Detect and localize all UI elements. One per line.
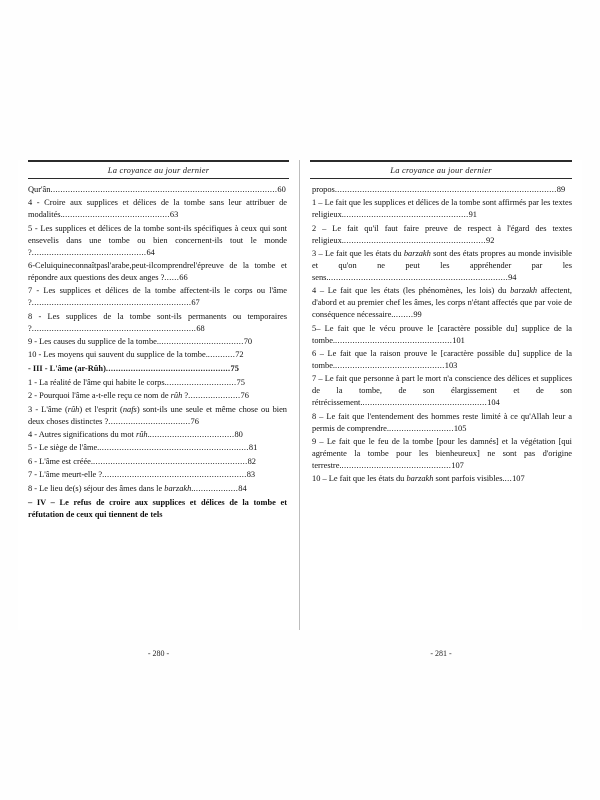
- toc-entry-text-cont-2: ) sont-ils une seule et même chose ou bien deux choses distinctes ?: [28, 404, 287, 426]
- toc-right: [310, 184, 572, 485]
- left-page: [18, 160, 300, 658]
- toc-dots: .....................: [188, 391, 241, 401]
- toc-entry: [28, 223, 287, 259]
- toc-page-number: 91: [468, 210, 477, 220]
- toc-page-number: 68: [196, 323, 205, 333]
- toc-entry: [28, 456, 287, 468]
- toc-section-prefix: - III -: [28, 364, 50, 374]
- toc-page-number: 70: [243, 337, 253, 347]
- toc-entry-text: 6 – Le fait que la raison prouve le [caractère possible du] supplice de la tombe.: [312, 348, 572, 370]
- toc-dots: ............................................: [341, 460, 452, 470]
- toc-entry-italic: rûh: [135, 430, 148, 440]
- toc-dots: ...............................................: [335, 335, 453, 345]
- toc-page-number: 83: [246, 470, 256, 480]
- toc-entry: [312, 285, 572, 321]
- toc-entry-text: 9 - Les causes du supplice de la tombe.: [28, 337, 159, 347]
- toc-dots: ..................................................: [362, 398, 488, 408]
- toc-dots: .........................................................: [343, 235, 487, 245]
- toc-left: [28, 184, 289, 520]
- toc-entry-text: 10 - Les moyens qui sauvent du supplice de la tombe.: [28, 350, 208, 360]
- toc-entry: [312, 223, 572, 247]
- toc-entry-text-cont: ?: [182, 391, 189, 401]
- toc-entry-text: 6-Celuiquineconnaîtpasl'arabe,peut-ilcomprendrel'épreuve de la tombe et répondre aux questions des deux anges ?: [28, 261, 287, 282]
- toc-entry-text: propos: [312, 185, 335, 194]
- toc-entry: [28, 377, 287, 389]
- toc-entry-text: 1 - La réalité de l'âme qui habite le corps.: [28, 377, 167, 387]
- toc-entry: [28, 349, 287, 361]
- toc-page-number: 63: [169, 210, 179, 220]
- toc-dots: ...........................................................................................: [50, 185, 278, 194]
- toc-entry-text: 9 – Le fait que le feu de la tombe [pour les damnés] et la végétation [qui agrémente la tombe pour les bienheureux] ne sont pas d'origine terrestre.: [312, 436, 572, 470]
- toc-dots: ..............................................................: [92, 456, 248, 466]
- toc-entry-text-cont: sont parfois visibles.: [433, 474, 505, 484]
- toc-dots: ...........................................: [62, 210, 170, 220]
- toc-entry-text: 1 – Le fait que les supplices et délices de la tombe sont affirmés par les textes religieux.: [312, 198, 572, 220]
- toc-page-number: 107: [451, 460, 464, 470]
- toc-entry: [28, 483, 287, 495]
- toc-entry: [28, 285, 287, 309]
- toc-entry: [28, 429, 287, 441]
- toc-page-number: 81: [248, 443, 258, 453]
- folio-left: - 280 -: [147, 649, 170, 658]
- toc-dots: ..................................................................: [31, 323, 197, 333]
- toc-entry: [312, 473, 572, 485]
- toc-entry-text: 2 - Pourquoi l'âme a-t-elle reçu ce nom de: [28, 391, 171, 401]
- toc-page-number: 75: [230, 364, 239, 374]
- toc-entry: [312, 323, 572, 347]
- toc-section-title: Le refus de croire aux supplices et délices de la tombe et réfutation de ceux qui tiennent de tels: [28, 497, 288, 519]
- toc-entry: [312, 436, 572, 472]
- toc-entry-italic: rûh: [170, 391, 183, 401]
- toc-entry-italic: barzakh: [403, 249, 431, 259]
- running-head-right: La croyance au jour dernier: [390, 165, 492, 175]
- toc-page-number: 66: [179, 272, 188, 282]
- toc-page-number: 105: [453, 423, 467, 433]
- toc-page-number: 64: [146, 247, 155, 257]
- toc-dots: ..................................: [149, 430, 235, 440]
- toc-dots: ................................................................: [31, 298, 192, 308]
- toc-dots: ............................................................: [99, 443, 249, 453]
- toc-entry: [312, 197, 572, 221]
- toc-entry-text: 5 - Le siège de l'âme.: [28, 443, 100, 453]
- toc-entry-text: Qur'ân: [28, 185, 51, 194]
- toc-entry: [28, 442, 287, 454]
- toc-entry-text: 5 - Les supplices et délices de la tombe sont-ils spécifiques à ceux qui sont ensevelis dans une tombe ou bien concernent-ils tout le monde ?: [28, 223, 287, 257]
- toc-entry: [312, 248, 572, 284]
- toc-entry-text-cont: sont des états propres au monde invisible et qu'on ne peut les appréhender par les sens.: [312, 249, 572, 282]
- toc-entry: [312, 348, 572, 372]
- toc-entry-text: 7 – Le fait que personne à part le mort n'a conscience des délices et supplices de la tombe, de son élargissement et de son rétrécissement.: [312, 374, 572, 408]
- toc-entry-text-cont: .: [147, 430, 150, 440]
- toc-page-number: 94: [508, 272, 517, 282]
- toc-entry: [28, 404, 287, 428]
- left-page-header: [28, 160, 289, 179]
- toc-section-prefix: – IV –: [28, 497, 60, 507]
- toc-dots: ..................................................: [105, 364, 231, 374]
- toc-entry-text: 4 - Autres significations du mot: [28, 430, 136, 440]
- running-head-left: La croyance au jour dernier: [107, 165, 210, 175]
- toc-page-number: 103: [444, 360, 458, 370]
- toc-entry-text-cont: .: [191, 483, 194, 493]
- toc-entry: [312, 373, 572, 409]
- toc-entry-italic: rûh: [67, 404, 80, 414]
- toc-entry: [28, 311, 287, 335]
- toc-page-number: 101: [452, 335, 465, 345]
- toc-page-number: 67: [191, 298, 200, 308]
- toc-dots: ...........: [207, 350, 236, 360]
- toc-dots: ..................................................: [343, 210, 469, 220]
- toc-entry: [28, 336, 287, 348]
- toc-page-number: 89: [556, 185, 566, 194]
- toc-entry-text: 2 – Le fait qu'il faut faire preuve de respect à l'égard des textes religieux.: [312, 223, 572, 245]
- toc-dots: ............................: [166, 377, 237, 387]
- toc-entry-italic: barzakh: [510, 286, 538, 296]
- toc-section-title: L'âme (ar-Rûh): [49, 364, 106, 374]
- toc-entry: [28, 260, 287, 284]
- toc-dots: .................................: [108, 416, 191, 426]
- toc-entry-text: 3 – Le fait que les états du: [312, 249, 404, 259]
- toc-entry-text-cont: ) et l'esprit (: [79, 404, 123, 414]
- toc-entry-text: 5– Le fait que le vécu prouve le [caractère possible du] supplice de la tombe.: [312, 323, 572, 345]
- toc-dots: ........................................................................: [328, 272, 509, 282]
- toc-entry-continuation: [312, 184, 572, 196]
- toc-page-number: 76: [190, 416, 199, 426]
- toc-entry-text: 3 - L'âme (: [28, 404, 68, 414]
- toc-section-heading-final: [28, 497, 287, 521]
- toc-page-number: 84: [238, 483, 247, 493]
- toc-page-number: 104: [487, 398, 500, 408]
- toc-entry-text: 10 – Le fait que les états du: [312, 474, 407, 484]
- toc-entry: [28, 390, 287, 402]
- toc-entry-text: 8 – Le fait que l'entendement des hommes reste limité à ce qu'Allah leur a permis de comprendre.: [312, 411, 572, 433]
- toc-dots: ..........................: [388, 423, 454, 433]
- toc-page-number: 82: [247, 456, 256, 466]
- toc-entry-text: 6 - L'âme est créée.: [28, 456, 93, 466]
- toc-entry-text: 8 - Les supplices de la tombe sont-ils permanents ou temporaires ?: [28, 311, 287, 333]
- toc-entry-text: 7 - Les supplices et délices de la tombe affectent-ils le corps ou l'âme ?: [28, 286, 287, 308]
- toc-entry-text: 4 - Croire aux supplices et délices de la tombe sans leur attribuer de modalités.: [28, 198, 287, 220]
- toc-dots: ......: [164, 272, 180, 282]
- toc-dots: ..................................: [158, 337, 244, 347]
- toc-page-number: 92: [486, 235, 495, 245]
- toc-entry-text: 8 - Le lieu de(s) séjour des âmes dans le: [28, 483, 165, 493]
- toc-dots: .........................................................................................: [334, 185, 557, 194]
- toc-entry-italic: barzakh: [164, 483, 192, 493]
- toc-page-number: 60: [277, 185, 286, 194]
- toc-dots: ............................................: [335, 360, 445, 370]
- toc-entry-text: 7 - L'âme meurt-elle ?: [28, 470, 103, 480]
- toc-entry: [312, 411, 572, 435]
- toc-section-heading: [28, 363, 287, 375]
- toc-page-number: 72: [235, 350, 244, 360]
- toc-entry-text: 4 – Le fait que les états (les phénomènes, les lois) du: [312, 286, 511, 296]
- book-spread: [18, 160, 582, 658]
- toc-entry-italic-2: nafs: [122, 404, 137, 414]
- toc-dots: ...: [504, 474, 513, 484]
- toc-dots: ..............................................: [31, 247, 147, 257]
- right-page-header: [310, 160, 572, 179]
- toc-entry: [28, 469, 287, 481]
- toc-page-number: 107: [512, 474, 525, 484]
- toc-entry: [28, 184, 287, 196]
- toc-entry-italic: barzakh: [406, 474, 434, 484]
- toc-page-number: 99: [413, 310, 422, 320]
- toc-dots: ........: [393, 310, 414, 320]
- right-page: [300, 160, 582, 658]
- toc-entry-text-cont: affectent, d'abord et au premier chef les âmes, les corps n'étant affectés que par voie de conséquence nécessaire.: [312, 286, 573, 320]
- toc-dots: ..................: [193, 483, 239, 493]
- toc-page-number: 76: [240, 391, 249, 401]
- toc-entry: [28, 197, 287, 221]
- toc-page-number: 75: [236, 377, 245, 387]
- toc-dots: ..........................................................: [102, 470, 247, 480]
- toc-page-number: 80: [234, 430, 243, 440]
- folio-right: - 281 -: [430, 649, 452, 658]
